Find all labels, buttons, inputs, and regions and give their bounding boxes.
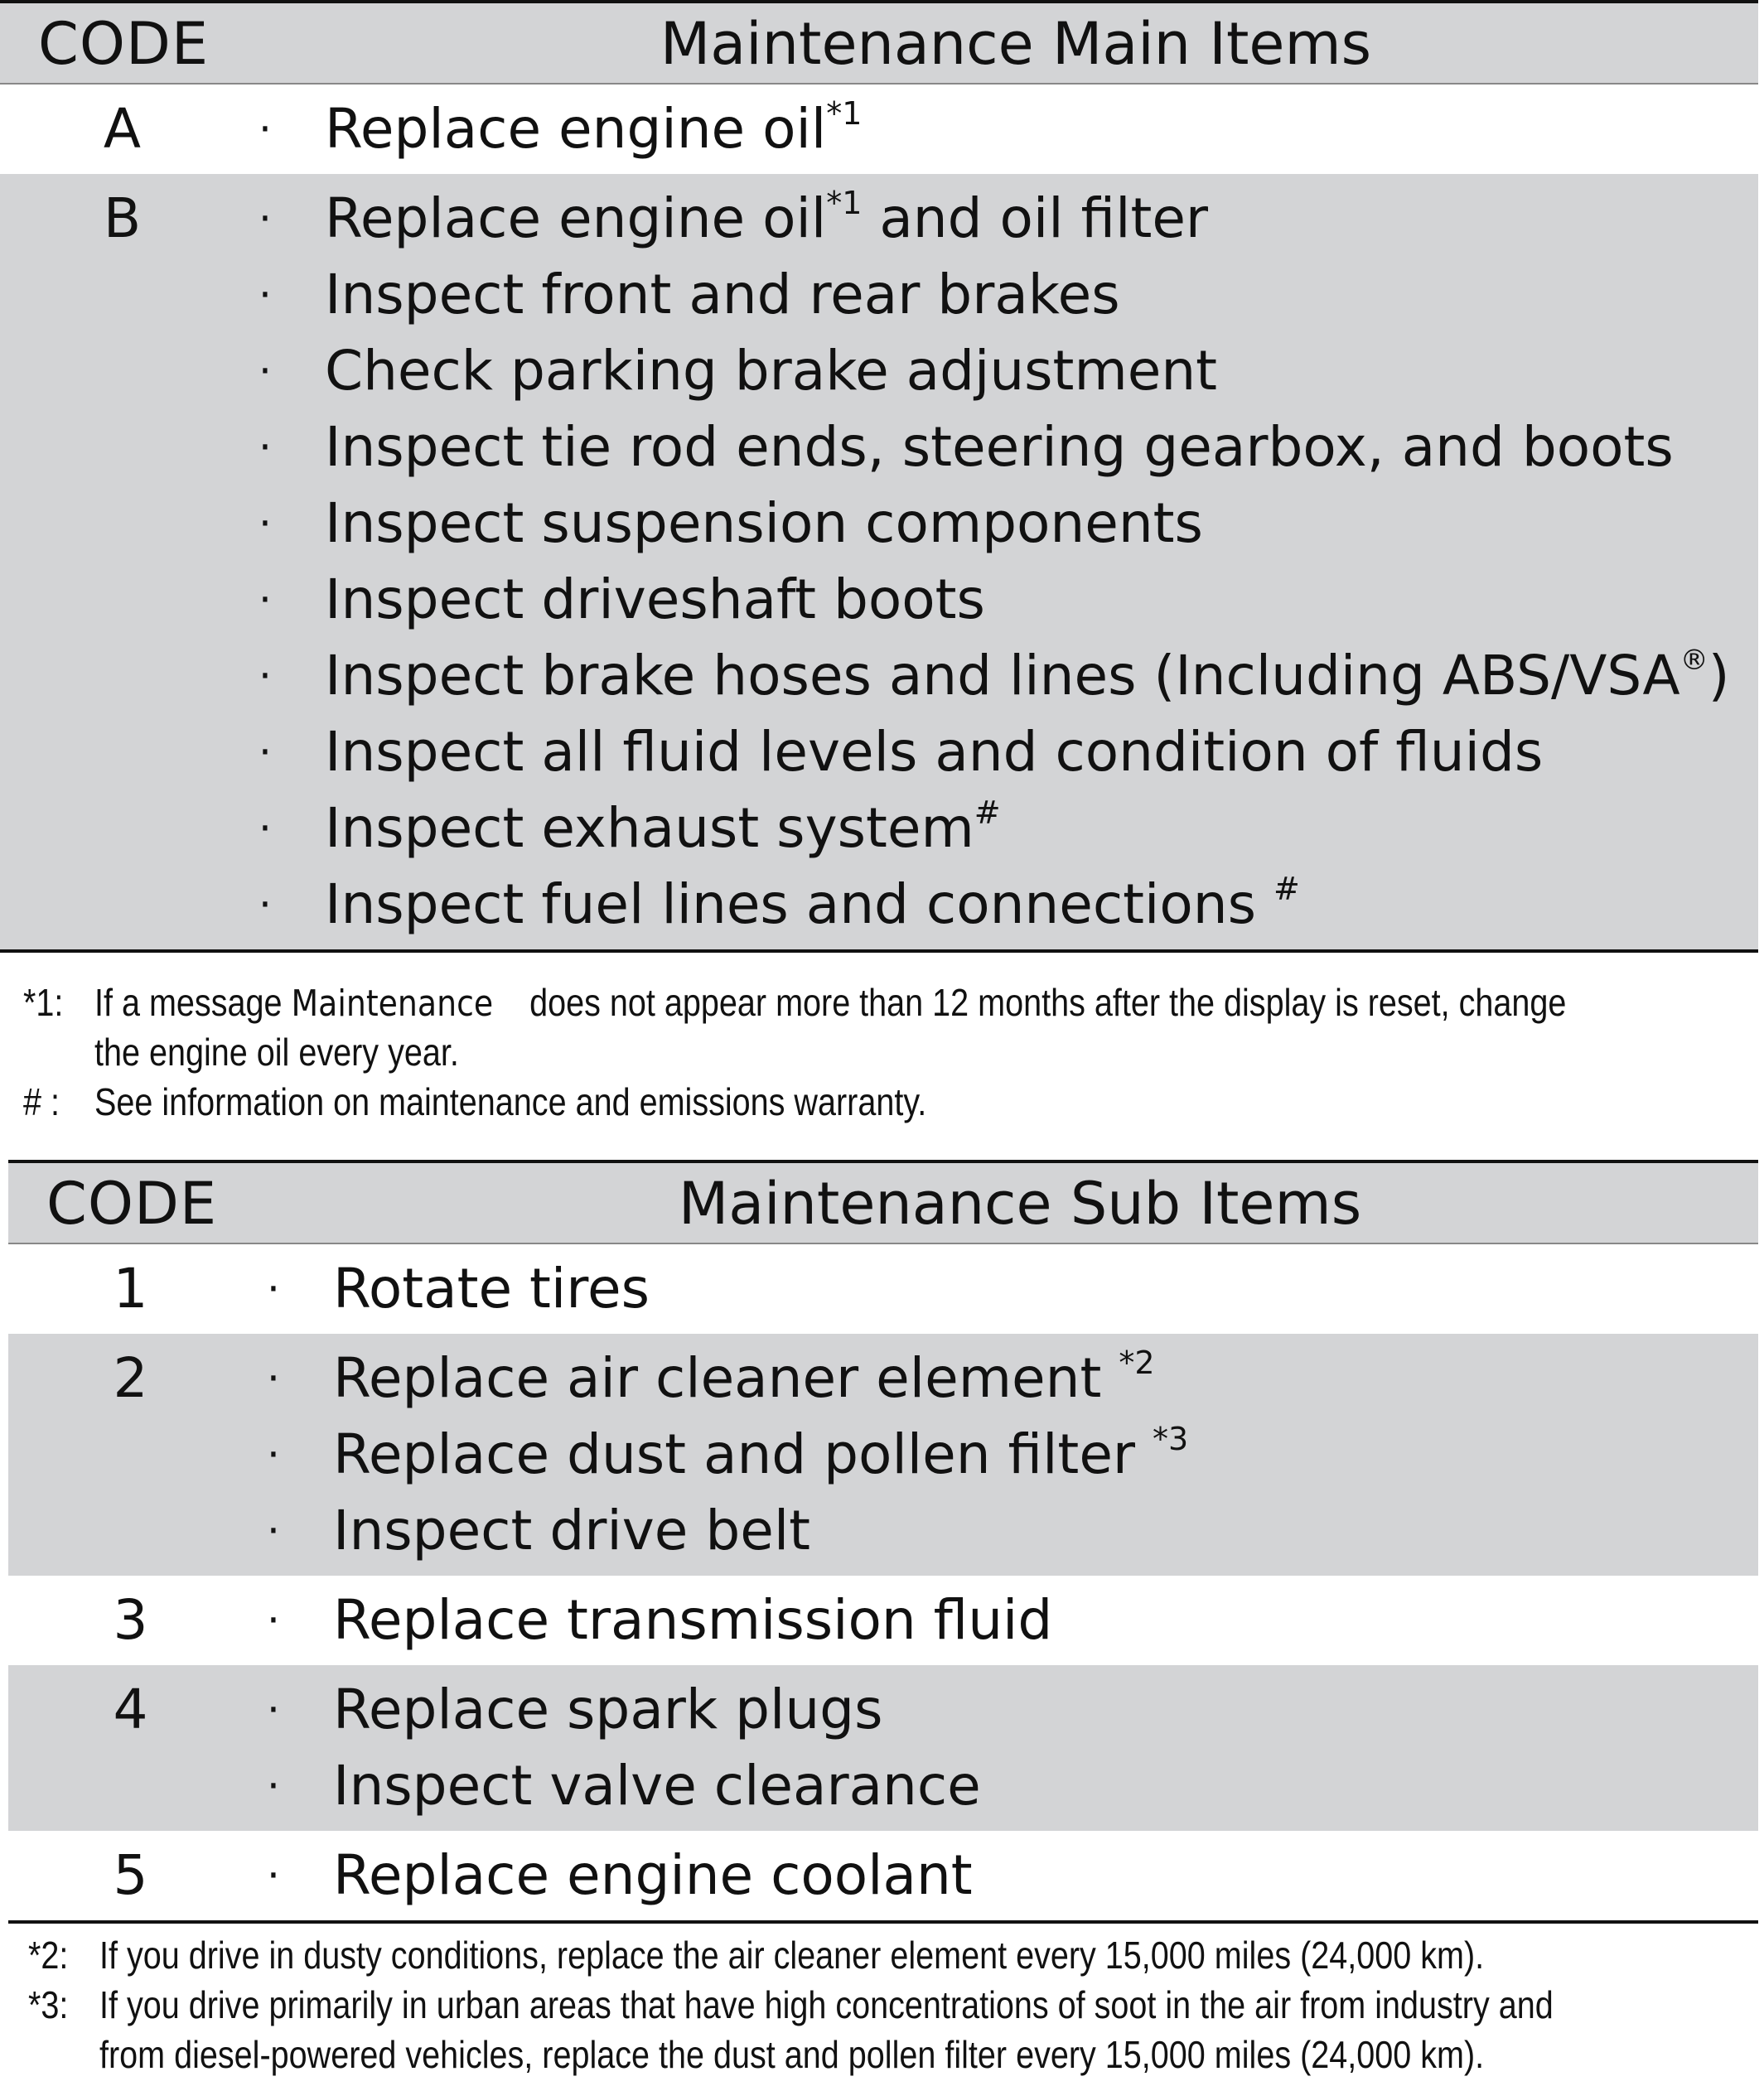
- item-text: Replace spark plugs: [333, 1678, 883, 1741]
- bullet: ·: [267, 1762, 280, 1810]
- code-cell: 3: [113, 1588, 148, 1652]
- list-item: [8, 1672, 1758, 1748]
- bullet: ·: [267, 1507, 280, 1555]
- item-text: Replace transmission fluid: [333, 1588, 1053, 1652]
- item-text: Replace air cleaner element: [333, 1346, 1119, 1410]
- footnote-marker: *3:: [28, 1983, 69, 2026]
- item-text: Inspect brake hoses and lines (Including ABS/VSA: [325, 644, 1680, 707]
- footnote-marker: *1:: [23, 981, 64, 1024]
- table-row-group-2: [8, 1334, 1758, 1576]
- footnote-ref: #: [974, 794, 1001, 831]
- list-item: [0, 409, 1758, 485]
- list-item: [8, 1748, 1758, 1824]
- item-text: Check parking brake adjustment: [325, 339, 1218, 403]
- footnote-marker: # :: [23, 1080, 60, 1123]
- table-row-group-4: [8, 1665, 1758, 1831]
- item-text: Inspect tie rod ends, steering gearbox, and boots: [325, 415, 1674, 479]
- list-item: [8, 1251, 1758, 1327]
- code-cell: 4: [113, 1678, 148, 1741]
- main-items-table: [0, 0, 1758, 953]
- bullet: ·: [267, 1686, 280, 1734]
- list-item: [0, 485, 1758, 562]
- list-item: [8, 1417, 1758, 1493]
- bullet: ·: [267, 1852, 280, 1900]
- footnote-ref: *1: [826, 185, 863, 221]
- footnote-ref: #: [1273, 871, 1300, 907]
- bullet: ·: [259, 347, 272, 395]
- sub-items-table: [8, 1160, 1758, 1924]
- bullet: ·: [259, 576, 272, 624]
- list-item: [0, 714, 1758, 790]
- bullet: ·: [259, 881, 272, 929]
- bullet: ·: [267, 1596, 280, 1644]
- footnote-ref: *2: [1119, 1345, 1155, 1381]
- table-row-group-3: [8, 1576, 1758, 1665]
- maintenance-message-label: Maintenance: [291, 983, 494, 1025]
- item-text-tail: and oil filter: [862, 186, 1209, 250]
- item-text: Inspect driveshaft boots: [325, 567, 985, 631]
- footnote-ref: *3: [1153, 1421, 1189, 1457]
- item-text: Inspect valve clearance: [333, 1754, 981, 1818]
- footnote-marker: *2:: [28, 1934, 69, 1977]
- bullet: ·: [259, 195, 272, 243]
- item-text: Inspect all fluid levels and condition of fluids: [325, 720, 1544, 784]
- bullet: ·: [259, 728, 272, 776]
- table-bottom-rule: [0, 949, 1758, 953]
- list-item: [0, 333, 1758, 409]
- main-items-title: Maintenance Main Items: [660, 10, 1372, 78]
- code-cell: 5: [113, 1843, 148, 1907]
- footnote-text: the engine oil every year.: [94, 1031, 459, 1074]
- table-row-group-1: [8, 1244, 1758, 1334]
- bullet: ·: [259, 423, 272, 471]
- bullet: ·: [259, 652, 272, 700]
- bullet: ·: [267, 1431, 280, 1479]
- list-item: [0, 181, 1758, 257]
- item-text: Replace dust and pollen filter: [333, 1422, 1153, 1486]
- item-text: Replace engine oil: [325, 97, 827, 161]
- table-row-group-5: [8, 1831, 1758, 1920]
- bullet: ·: [259, 271, 272, 319]
- sub-items-title: Maintenance Sub Items: [678, 1170, 1362, 1238]
- code-cell: 1: [113, 1257, 148, 1321]
- list-item: [8, 1493, 1758, 1569]
- table-row-group-a: [0, 85, 1758, 174]
- table-header: [0, 3, 1758, 85]
- list-item: [8, 1582, 1758, 1659]
- item-text: Replace engine coolant: [333, 1843, 973, 1907]
- item-text: Inspect front and rear brakes: [325, 263, 1120, 326]
- footnote-text: See information on maintenance and emissions warranty.: [94, 1080, 927, 1123]
- footnote-text: If a message: [94, 981, 292, 1024]
- item-text: Inspect fuel lines and connections: [325, 872, 1273, 936]
- code-cell: 2: [113, 1346, 148, 1410]
- list-item: [0, 867, 1758, 943]
- item-text: Rotate tires: [333, 1257, 650, 1321]
- list-item: [0, 638, 1758, 714]
- item-text: Replace engine oil: [325, 186, 827, 250]
- footnote-text: If you drive in dusty conditions, replace the air cleaner element every 15,000 miles (24,000 km).: [99, 1934, 1485, 1977]
- footnote-text: from diesel-powered vehicles, replace the dust and pollen filter every 15,000 miles (24,000 km).: [99, 2033, 1485, 2076]
- code-column-header: CODE: [38, 10, 210, 78]
- table-row-group-b: [0, 174, 1758, 949]
- bullet: ·: [259, 804, 272, 852]
- list-item: [0, 91, 1758, 167]
- bullet: ·: [259, 500, 272, 548]
- list-item: [0, 257, 1758, 333]
- list-item: [8, 1837, 1758, 1914]
- footnote-text: does not appear more than 12 months after the display is reset, change: [493, 981, 1567, 1024]
- footnote-ref: *1: [826, 95, 863, 132]
- code-column-header: CODE: [46, 1170, 218, 1238]
- code-cell: B: [103, 186, 142, 250]
- bullet: ·: [267, 1354, 280, 1403]
- table-header: [8, 1163, 1758, 1244]
- code-cell: A: [103, 97, 142, 161]
- list-item: [0, 790, 1758, 867]
- bullet: ·: [259, 105, 272, 153]
- item-text: Inspect suspension components: [325, 491, 1203, 555]
- item-text: Inspect exhaust system: [325, 796, 974, 860]
- item-text: Inspect drive belt: [333, 1499, 811, 1562]
- list-item: [0, 562, 1758, 638]
- item-text-tail: ): [1708, 644, 1730, 707]
- footnote-text: If you drive primarily in urban areas that have high concentrations of soot in the air from industry and: [99, 1983, 1554, 2026]
- table-bottom-rule: [8, 1920, 1758, 1924]
- registered-mark: ®: [1679, 644, 1708, 677]
- bullet: ·: [267, 1265, 280, 1313]
- list-item: [8, 1340, 1758, 1417]
